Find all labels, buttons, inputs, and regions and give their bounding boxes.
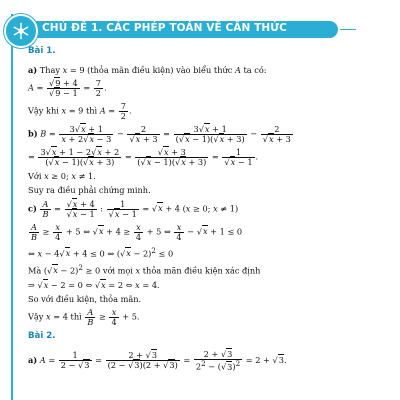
part-c-line-6: So với điều kiện, thỏa mãn. bbox=[28, 293, 142, 304]
exercise-2-part-a: a) A = $\frac{1}{2 - √3}$ = $\frac{2 + √3}{(2 - √3)(2 + √3)}$ = $\frac{2 + √3}{2^2 - (√3)^2}$ = 2 + √3. bbox=[28, 348, 287, 372]
part-a-expression: A = $\frac{√9 + 4}{√9 - 1}$ = $\frac{7}{2}$ . bbox=[28, 77, 107, 98]
chapter-title: CHỦ ĐỀ 1. CÁC PHÉP TOÁN VỀ CĂN THỨC bbox=[42, 22, 287, 34]
part-a-intro: a) Thay x = 9 (thỏa mãn điều kiện) vào biểu thức A ta có: bbox=[28, 64, 267, 75]
document-body bbox=[28, 42, 388, 376]
part-b-line-2: = $\frac{3√x + 1 - 2√x + 2}{(√x - 1)(√x + 3)}$ = $\frac{√x + 3}{(√x - 1)(√x + 3)}$ = $\frac{1}{√x - 1}$ . bbox=[28, 147, 259, 168]
exercise-1-title: Bài 1. bbox=[28, 46, 56, 56]
exercise-2-title: Bài 2. bbox=[28, 331, 56, 342]
part-c-line-3: ⇔ x − 4√x + 4 ≤ 0 ⇔ $(√x - 2)^2 \le 0$ bbox=[28, 245, 174, 259]
part-b-condition: Với x ≥ 0; x ≠ 1. bbox=[28, 171, 96, 182]
part-c-line-5: ⇒ √x − 2 = 0 ⇔ √x = 2 ⇔ x = 4. bbox=[28, 279, 160, 290]
part-c-line-7: Vậy x = 4 thì $\frac{A}{B}$ ≥ $\frac{x}{4}$ + 5. bbox=[28, 307, 140, 328]
chapter-header bbox=[0, 13, 400, 45]
part-c-line-1: c) $\frac{A}{B}$ = $\frac{√x + 4}{√x - 1}$ : $\frac{1}{√x - 1}$ = √x + 4 (x ≥ 0; x ≠ 1) bbox=[28, 198, 239, 219]
part-b-line-1: b) B = $\frac{3√x + 1}{x + 2√x - 3}$ − $\frac{2}{√x + 3}$ = $\frac{3√x + 1}{(√x - 1)(√x + 3)}$ − $\frac{2}{√x + 3}$ bbox=[28, 124, 291, 145]
part-c-line-4: Mà $(√x - 2)^2 \ge 0$ với mọi x thỏa mãn điều kiện xác định bbox=[28, 262, 261, 276]
page-left-border bbox=[11, 14, 13, 400]
part-b-conclusion: Suy ra điều phải chứng minh. bbox=[28, 185, 151, 196]
snowflake-icon bbox=[12, 22, 30, 40]
part-a-conclusion: Vậy khi x = 9 thì A = $\frac{7}{2}$ . bbox=[28, 101, 132, 122]
part-c-line-2: $\frac{A}{B}$ ≥ $\frac{x}{4}$ + 5 ⇔ √x + 4 ≥ $\frac{x}{4}$ + 5 ⇔ $\frac{x}{4}$ − √x + 1 ≤ 0 bbox=[31, 221, 243, 242]
